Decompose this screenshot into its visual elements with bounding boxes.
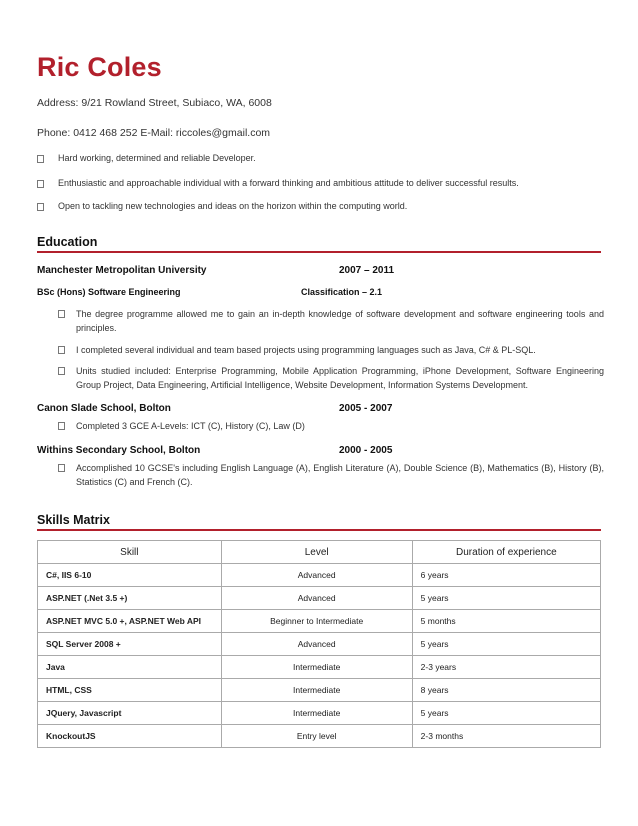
duration-cell: 2-3 years: [412, 656, 600, 679]
level-cell: Entry level: [221, 725, 412, 748]
contact-line: Phone: 0412 468 252 E-Mail: riccoles@gmail.com: [37, 127, 271, 139]
table-row: [38, 656, 601, 679]
bullet-box-icon: [58, 464, 65, 472]
summary-text: Enthusiastic and approachable individual with a forward thinking and ambitious attitude to deliver successful results.: [58, 178, 519, 188]
duration-cell: 5 years: [412, 702, 600, 725]
edu-point-text: Units studied included: Enterprise Programming, Mobile Application Programming, iPhone Development, Software Engineering Group Project, Data Engineering, Artificial Intelligence, Website Development, Information Systems Development.: [76, 366, 604, 390]
table-row: [38, 679, 601, 702]
edu-school-name: Manchester Metropolitan University: [37, 265, 207, 276]
skill-cell: C#, IIS 6-10: [38, 564, 222, 587]
duration-cell: 2-3 months: [412, 725, 600, 748]
education-divider: [37, 251, 601, 253]
bullet-box-icon: [37, 155, 44, 163]
bullet-box-icon: [58, 367, 65, 375]
edu-point-text: Completed 3 GCE A-Levels: ICT (C), History (C), Law (D): [76, 421, 305, 431]
education-heading: Education: [37, 235, 98, 249]
column-header-level: Level: [221, 541, 412, 564]
duration-cell: 5 months: [412, 610, 600, 633]
summary-text: Hard working, determined and reliable Developer.: [58, 153, 256, 163]
column-header-skill: Skill: [38, 541, 222, 564]
edu-point-text: I completed several individual and team based projects using programming languages such as Java, C# & PL-SQL.: [76, 345, 536, 355]
bullet-box-icon: [58, 346, 65, 354]
edu-classification: Classification – 2.1: [301, 287, 383, 297]
edu-point: [58, 419, 604, 433]
level-cell: Advanced: [221, 587, 412, 610]
edu-degree: BSc (Hons) Software Engineering: [37, 287, 181, 297]
table-row: [38, 633, 601, 656]
edu-school-name: Canon Slade School, Bolton: [37, 403, 171, 414]
edu-years: 2005 - 2007: [339, 403, 393, 414]
summary-text: Open to tackling new technologies and ideas on the horizon within the computing world.: [58, 201, 408, 211]
level-cell: Intermediate: [221, 702, 412, 725]
edu-point: [58, 307, 604, 335]
skill-cell: KnockoutJS: [38, 725, 222, 748]
skill-cell: ASP.NET (.Net 3.5 +): [38, 587, 222, 610]
duration-cell: 5 years: [412, 633, 600, 656]
column-header-duration: Duration of experience: [412, 541, 600, 564]
table-header-row: [38, 541, 601, 564]
skills-divider: [37, 529, 601, 531]
address-line: Address: 9/21 Rowland Street, Subiaco, WA, 6008: [37, 97, 272, 109]
skills-heading: Skills Matrix: [37, 513, 110, 527]
table-row: [38, 725, 601, 748]
skills-matrix-table: [37, 540, 601, 748]
edu-point: [58, 343, 604, 357]
bullet-box-icon: [37, 203, 44, 211]
skill-cell: SQL Server 2008 +: [38, 633, 222, 656]
skill-cell: Java: [38, 656, 222, 679]
level-cell: Intermediate: [221, 679, 412, 702]
level-cell: Beginner to Intermediate: [221, 610, 412, 633]
level-cell: Advanced: [221, 633, 412, 656]
skill-cell: ASP.NET MVC 5.0 +, ASP.NET Web API: [38, 610, 222, 633]
level-cell: Advanced: [221, 564, 412, 587]
bullet-box-icon: [58, 422, 65, 430]
bullet-box-icon: [58, 310, 65, 318]
duration-cell: 8 years: [412, 679, 600, 702]
skill-cell: HTML, CSS: [38, 679, 222, 702]
table-row: [38, 610, 601, 633]
level-cell: Intermediate: [221, 656, 412, 679]
duration-cell: 5 years: [412, 587, 600, 610]
edu-years: 2000 - 2005: [339, 445, 393, 456]
table-row: [38, 564, 601, 587]
duration-cell: 6 years: [412, 564, 600, 587]
skill-cell: JQuery, Javascript: [38, 702, 222, 725]
candidate-name: Ric Coles: [37, 52, 162, 82]
edu-point: [58, 364, 604, 392]
edu-years: 2007 – 2011: [339, 265, 395, 276]
edu-point-text: The degree programme allowed me to gain an in-depth knowledge of software development and software engineering tools and principles.: [76, 309, 604, 333]
edu-point-text: Accomplished 10 GCSE's including English Language (A), English Literature (A), Double Science (B), Mathematics (B), History (B), Statistics (C) and French (C).: [76, 463, 604, 487]
table-row: [38, 702, 601, 725]
edu-school-name: Withins Secondary School, Bolton: [37, 445, 201, 456]
table-row: [38, 587, 601, 610]
edu-point: [58, 461, 604, 489]
bullet-box-icon: [37, 180, 44, 188]
